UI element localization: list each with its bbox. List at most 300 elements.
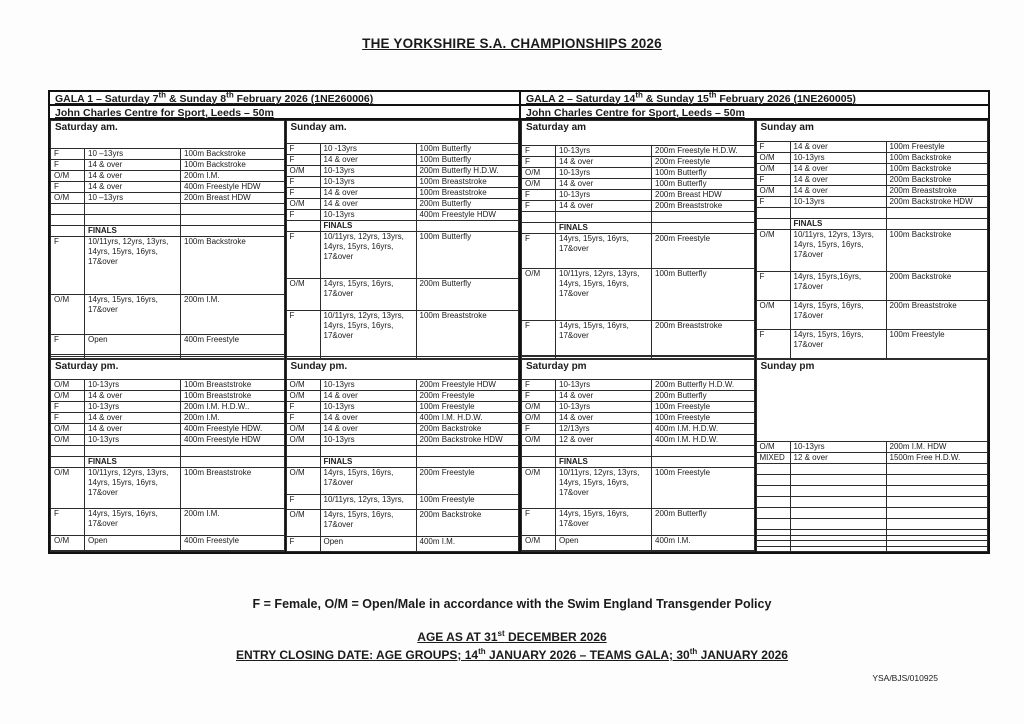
event-cell: 100m Freestyle [652, 412, 755, 423]
event-cell: 200m Breast HDW [652, 190, 755, 201]
age-group-cell: 14 & over [85, 390, 181, 401]
age-group-cell [320, 445, 416, 456]
category-cell: F [51, 401, 85, 412]
event-cell: 200m Butterfly [652, 508, 755, 536]
event-cell: 100m Butterfly [652, 269, 755, 321]
finals-label-cell: FINALS [790, 218, 886, 229]
age-group-cell: 10-13yrs [85, 379, 181, 390]
age-group-cell [790, 508, 886, 519]
age-group-cell [790, 475, 886, 486]
category-cell: O/M [51, 379, 85, 390]
age-group-cell: 14 & over [790, 141, 886, 152]
event-cell: 400m I.M. H.D.W. [416, 412, 519, 423]
age-group-cell: 14yrs, 15yrs, 16yrs, 17&over [790, 330, 886, 359]
age-group-cell: 14yrs, 15yrs, 16yrs, 17&over [320, 467, 416, 495]
category-cell: O/M [756, 152, 790, 163]
category-cell: O/M [51, 536, 85, 550]
event-cell: 200m Freestyle [416, 467, 519, 495]
category-cell: O/M [286, 423, 320, 434]
age-group-cell: 12 & over [556, 434, 652, 445]
event-cell [886, 508, 988, 519]
session-header-cell: Sunday am [756, 121, 988, 142]
event-cell: 200m Butterfly H.D.W. [416, 165, 519, 176]
event-cell: 100m Breaststroke [181, 379, 285, 390]
category-cell: O/M [756, 185, 790, 196]
category-cell [286, 220, 320, 231]
event-cell: 400m I.M. [416, 537, 519, 552]
age-group-cell: 14yrs, 15yrs, 16yrs, 17&over [320, 278, 416, 310]
gala-2-venue: John Charles Centre for Sport, Leeds – 50m [521, 106, 988, 120]
age-group-cell: 10-13yrs [556, 379, 652, 390]
age-group-cell: 14 & over [790, 163, 886, 174]
session-table [521, 359, 755, 552]
session-header-cell: Sunday am. [286, 121, 519, 144]
category-cell: O/M [286, 379, 320, 390]
gala-2-sunday-column [755, 120, 989, 552]
event-cell [181, 445, 285, 456]
category-cell: F [522, 234, 556, 269]
event-cell: 200m Freestyle [416, 390, 519, 401]
category-cell: F [286, 231, 320, 278]
event-cell [886, 218, 988, 229]
age-group-cell: 10 -13yrs [320, 143, 416, 154]
session-block [756, 120, 989, 359]
category-cell [51, 456, 85, 467]
event-cell: 100m Backstroke [886, 163, 988, 174]
age-group-cell [85, 445, 181, 456]
category-cell [286, 456, 320, 467]
category-cell: F [522, 201, 556, 212]
event-cell [886, 497, 988, 508]
category-cell: F [756, 330, 790, 359]
age-group-cell [790, 497, 886, 508]
finals-label-cell: FINALS [556, 456, 652, 467]
category-cell: F [522, 320, 556, 355]
event-cell [652, 212, 755, 223]
category-cell [756, 475, 790, 486]
category-cell [522, 223, 556, 234]
age-group-cell: 14 & over [85, 423, 181, 434]
age-group-cell: 14yrs, 15yrs, 16yrs, 17&over [556, 320, 652, 355]
category-cell: O/M [522, 412, 556, 423]
age-group-cell: Open [556, 536, 652, 550]
category-cell: O/M [756, 229, 790, 272]
category-cell: O/M [51, 171, 85, 182]
category-cell: F [51, 334, 85, 355]
event-cell: 200m Backstroke [416, 423, 519, 434]
event-cell [181, 226, 285, 237]
event-cell [886, 475, 988, 486]
event-cell: 200m Backstroke [416, 509, 519, 537]
age-group-cell: 12 & over [790, 453, 886, 464]
category-cell: F [522, 146, 556, 157]
event-cell: 100m Backstroke [886, 152, 988, 163]
session-header-cell: Sunday pm [756, 360, 988, 442]
event-cell: 400m Freestyle HDW [416, 209, 519, 220]
category-cell [286, 445, 320, 456]
session-block [50, 359, 285, 552]
category-cell [756, 218, 790, 229]
age-group-cell: 14 & over [790, 174, 886, 185]
session-block [521, 359, 755, 552]
event-cell [886, 464, 988, 475]
session-header-cell: Saturday pm [522, 360, 755, 380]
session-header-cell: Saturday am. [51, 121, 285, 149]
category-cell: O/M [522, 269, 556, 321]
gala-1-saturday-column [50, 120, 285, 552]
event-cell: 200m Butterfly [652, 390, 755, 401]
age-group-cell [85, 215, 181, 226]
session-table [286, 359, 520, 552]
category-cell [756, 486, 790, 497]
category-cell: O/M [286, 467, 320, 495]
category-cell: O/M [286, 509, 320, 537]
age-group-cell: 14 & over [320, 390, 416, 401]
age-group-cell: 14yrs, 15yrs, 16yrs, 17&over [320, 509, 416, 537]
session-table [50, 120, 285, 359]
category-cell: F [522, 190, 556, 201]
gala-1-section [50, 92, 519, 552]
session-table [756, 359, 989, 552]
category-cell [522, 445, 556, 456]
age-group-cell: 14 & over [320, 187, 416, 198]
age-group-cell: 12/13yrs [556, 423, 652, 434]
finals-label-cell: FINALS [85, 456, 181, 467]
age-group-cell: 10/11yrs, 12yrs, 13yrs, 14yrs, 15yrs, 16yrs, 17&over [85, 467, 181, 508]
category-cell: O/M [286, 434, 320, 445]
session-header-cell: Sunday pm. [286, 360, 519, 380]
category-cell: F [51, 160, 85, 171]
event-cell: 400m Freestyle [181, 334, 285, 355]
category-cell: F [286, 154, 320, 165]
age-group-cell: 14 & over [556, 201, 652, 212]
event-cell: 200m I.M. [181, 412, 285, 423]
page-title: THE YORKSHIRE S.A. CHAMPIONSHIPS 2026 [362, 36, 662, 51]
age-group-cell: 10-13yrs [85, 434, 181, 445]
category-cell: F [51, 508, 85, 536]
gala-2-days [521, 120, 988, 552]
age-group-cell [556, 550, 652, 551]
event-cell [652, 445, 755, 456]
event-cell [886, 207, 988, 218]
age-group-cell: 14 & over [85, 160, 181, 171]
age-group-cell: 10 –13yrs [85, 149, 181, 160]
age-group-cell: 14 & over [790, 185, 886, 196]
category-cell: O/M [286, 390, 320, 401]
category-cell [756, 546, 790, 552]
event-cell: 200m Freestyle H.D.W. [652, 146, 755, 157]
session-table [286, 120, 520, 359]
event-cell: 100m Butterfly [416, 231, 519, 278]
event-cell: 200m I.M. [181, 508, 285, 536]
event-cell [652, 456, 755, 467]
category-cell: F [286, 176, 320, 187]
event-cell: 200m Breaststroke [652, 201, 755, 212]
age-group-cell: 14yrs, 15yrs, 16yrs, 17&over [85, 508, 181, 536]
age-group-cell: 14 & over [85, 171, 181, 182]
age-group-cell: 10-13yrs [320, 434, 416, 445]
schedule-table [48, 90, 990, 554]
event-cell: 100m Freestyle [416, 401, 519, 412]
category-cell: O/M [522, 179, 556, 190]
event-cell: 200m Freestyle HDW [416, 379, 519, 390]
age-group-cell: 14 & over [320, 198, 416, 209]
event-cell: 200m Backstroke [886, 272, 988, 301]
finals-label-cell [790, 519, 886, 530]
age-group-cell: 10/11yrs, 12yrs, 13yrs, 14yrs, 15yrs, 16yrs, 17&over [790, 229, 886, 272]
age-group-cell: 14 & over [556, 157, 652, 168]
category-cell: O/M [286, 278, 320, 310]
document-reference: YSA/BJS/010925 [872, 673, 938, 683]
category-cell: F [286, 401, 320, 412]
event-cell: 200m Breast HDW [181, 193, 285, 204]
event-cell: 400m Freestyle HDW [181, 434, 285, 445]
category-cell: O/M [286, 198, 320, 209]
category-cell: O/M [51, 423, 85, 434]
gala-1-venue: John Charles Centre for Sport, Leeds – 50m [50, 106, 519, 120]
event-cell: 100m Butterfly [652, 168, 755, 179]
event-cell: 100m Butterfly [652, 179, 755, 190]
category-cell: F [286, 310, 320, 357]
finals-label-cell: FINALS [320, 456, 416, 467]
age-group-cell: 10-13yrs [790, 152, 886, 163]
age-group-cell: 10/11yrs, 12yrs, 13yrs, 14yrs, 15yrs, 16yrs, 17&over [556, 467, 652, 508]
gala-2-section [519, 92, 988, 552]
age-cutoff-note: AGE AS AT 31st DECEMBER 2026 [417, 629, 607, 644]
category-cell [756, 464, 790, 475]
event-cell: 100m Breaststroke [181, 390, 285, 401]
category-cell [522, 550, 556, 551]
event-cell: 200m Backstroke HDW [416, 434, 519, 445]
session-block [756, 359, 989, 552]
event-cell: 100m Backstroke [886, 229, 988, 272]
category-cell: F [522, 379, 556, 390]
age-group-cell: 14yrs, 15yrs, 16yrs, 17&over [85, 295, 181, 334]
event-cell: 400m I.M. H.D.W. [652, 434, 755, 445]
age-group-cell [556, 212, 652, 223]
category-cell: F [51, 237, 85, 295]
event-cell [886, 519, 988, 530]
event-cell: 100m Breaststroke [181, 467, 285, 508]
category-cell: O/M [522, 401, 556, 412]
category-cell: O/M [286, 165, 320, 176]
session-block [521, 120, 755, 359]
category-cell: F [522, 390, 556, 401]
event-cell: 100m Butterfly [416, 154, 519, 165]
age-group-cell: 10-13yrs [320, 165, 416, 176]
event-cell [181, 456, 285, 467]
category-cell: O/M [756, 163, 790, 174]
session-block [286, 120, 520, 359]
category-cell: F [51, 412, 85, 423]
category-cell: O/M [522, 434, 556, 445]
event-cell [416, 456, 519, 467]
age-group-cell: 10/11yrs, 12yrs, 13yrs, [320, 495, 416, 509]
event-cell: 100m Freestyle [652, 467, 755, 508]
session-table [521, 120, 755, 359]
event-cell [416, 220, 519, 231]
category-cell: F [522, 423, 556, 434]
event-cell: 200m Butterfly [416, 198, 519, 209]
event-cell: 200m Butterfly H.D.W. [652, 379, 755, 390]
age-group-cell: 10/11yrs, 12yrs, 13yrs, 14yrs, 15yrs, 16yrs, 17&over [320, 231, 416, 278]
event-cell: 100m Backstroke [181, 237, 285, 295]
age-group-cell: 10-13yrs [320, 209, 416, 220]
category-cell: F [756, 196, 790, 207]
session-table [756, 120, 989, 359]
age-group-cell: 10-13yrs [556, 401, 652, 412]
event-cell: 100m Freestyle [652, 401, 755, 412]
category-cell: F [756, 272, 790, 301]
category-cell: F [286, 143, 320, 154]
age-group-cell: 10-13yrs [790, 442, 886, 453]
category-cell [51, 215, 85, 226]
event-cell: 100m Breaststroke [416, 310, 519, 357]
age-group-cell [85, 550, 181, 551]
age-group-cell [790, 207, 886, 218]
event-cell [652, 223, 755, 234]
age-group-cell: 14 & over [556, 179, 652, 190]
age-group-cell [790, 486, 886, 497]
category-cell: F [51, 149, 85, 160]
category-cell: O/M [51, 295, 85, 334]
session-header-cell: Saturday am [522, 121, 755, 146]
transgender-policy-note: F = Female, O/M = Open/Male in accordance with the Swim England Transgender Policy [252, 597, 772, 611]
category-cell [51, 550, 85, 551]
session-table [50, 359, 285, 552]
event-cell: 100m Breaststroke [416, 176, 519, 187]
event-cell: 100m Freestyle [416, 495, 519, 509]
category-cell: O/M [756, 301, 790, 330]
age-group-cell: 14 & over [320, 154, 416, 165]
age-group-cell: 14yrs, 15yrs, 16yrs, 17&over [790, 301, 886, 330]
category-cell: O/M [522, 168, 556, 179]
category-cell [51, 204, 85, 215]
category-cell [756, 497, 790, 508]
category-cell: F [286, 412, 320, 423]
event-cell: 100m Butterfly [416, 143, 519, 154]
age-group-cell [556, 445, 652, 456]
age-group-cell: 14 & over [85, 182, 181, 193]
age-group-cell: Open [85, 536, 181, 550]
event-cell: 200m Freestyle [652, 157, 755, 168]
age-group-cell: 10-13yrs [556, 190, 652, 201]
age-group-cell: Open [85, 334, 181, 355]
category-cell: O/M [51, 390, 85, 401]
age-group-cell: 10-13yrs [556, 146, 652, 157]
age-group-cell: Open [320, 537, 416, 552]
gala-1-days [50, 120, 519, 552]
age-group-cell: 10-13yrs [556, 168, 652, 179]
category-cell [522, 212, 556, 223]
event-cell: 400m Freestyle HDW. [181, 423, 285, 434]
event-cell: 400m I.M. H.D.W. [652, 423, 755, 434]
age-group-cell: 10/11yrs, 12yrs, 13yrs, 14yrs, 15yrs, 16yrs, 17&over [320, 310, 416, 357]
category-cell [51, 445, 85, 456]
category-cell [756, 519, 790, 530]
age-group-cell [790, 546, 886, 552]
age-group-cell: 14 & over [556, 412, 652, 423]
session-block [50, 120, 285, 359]
event-cell: 400m Freestyle HDW [181, 182, 285, 193]
gala-1-sunday-column [285, 120, 520, 552]
event-cell: 200m Backstroke [886, 174, 988, 185]
event-cell [886, 546, 988, 552]
category-cell: F [286, 495, 320, 509]
event-cell: 100m Breaststroke [416, 187, 519, 198]
category-cell [756, 508, 790, 519]
event-cell: 200m I.M. H.D.W.. [181, 401, 285, 412]
event-cell: 100m Backstroke [181, 160, 285, 171]
session-block [286, 359, 520, 552]
age-group-cell: 14 & over [320, 423, 416, 434]
finals-label-cell: FINALS [320, 220, 416, 231]
category-cell: F [286, 209, 320, 220]
category-cell: F [522, 508, 556, 536]
event-cell: 200m Butterfly [416, 278, 519, 310]
age-group-cell: 10-13yrs [320, 379, 416, 390]
event-cell [181, 204, 285, 215]
category-cell: MIXED [756, 453, 790, 464]
age-group-cell: 10-13yrs [320, 176, 416, 187]
finals-label-cell: FINALS [556, 223, 652, 234]
event-cell: 400m Freestyle [181, 536, 285, 550]
age-group-cell [85, 204, 181, 215]
category-cell: O/M [51, 467, 85, 508]
event-cell [181, 215, 285, 226]
category-cell [51, 226, 85, 237]
age-group-cell: 10-13yrs [320, 401, 416, 412]
event-cell: 200m Backstroke HDW [886, 196, 988, 207]
category-cell [522, 456, 556, 467]
category-cell: F [756, 141, 790, 152]
category-cell [756, 207, 790, 218]
event-cell: 1500m Free H.D.W. [886, 453, 988, 464]
gala-2-header: GALA 2 – Saturday 14th & Sunday 15th February 2026 (1NE260005) [521, 92, 988, 106]
session-header-cell: Saturday pm. [51, 360, 285, 380]
age-group-cell: 14 & over [320, 412, 416, 423]
category-cell: O/M [51, 434, 85, 445]
finals-label-cell: FINALS [85, 226, 181, 237]
gala-1-header: GALA 1 – Saturday 7th & Sunday 8th February 2026 (1NE260006) [50, 92, 519, 106]
event-cell: 200m I.M. [181, 171, 285, 182]
category-cell: F [756, 174, 790, 185]
category-cell: O/M [522, 536, 556, 550]
age-group-cell: 14 & over [556, 390, 652, 401]
category-cell: O/M [522, 467, 556, 508]
age-group-cell: 14yrs, 15yrs, 16yrs, 17&over [556, 234, 652, 269]
age-group-cell: 10-13yrs [790, 196, 886, 207]
event-cell: 200m I.M. HDW [886, 442, 988, 453]
age-group-cell: 14yrs, 15yrs,16yrs, 17&over [790, 272, 886, 301]
event-cell [886, 486, 988, 497]
event-cell: 100m Backstroke [181, 149, 285, 160]
age-group-cell: 10/11yrs, 12yrs, 13yrs, 14yrs, 15yrs, 16yrs, 17&over [556, 269, 652, 321]
age-group-cell: 10 –13yrs [85, 193, 181, 204]
gala-2-saturday-column [521, 120, 755, 552]
event-cell [181, 550, 285, 551]
age-group-cell: 14 & over [85, 412, 181, 423]
category-cell: O/M [756, 442, 790, 453]
category-cell: O/M [51, 193, 85, 204]
age-group-cell: 14yrs, 15yrs, 16yrs, 17&over [556, 508, 652, 536]
age-group-cell [790, 464, 886, 475]
event-cell: 200m Breaststroke [652, 320, 755, 355]
event-cell: 400m I.M. [652, 536, 755, 550]
event-cell: 200m Freestyle [652, 234, 755, 269]
event-cell [652, 550, 755, 551]
event-cell: 100m Freestyle [886, 141, 988, 152]
